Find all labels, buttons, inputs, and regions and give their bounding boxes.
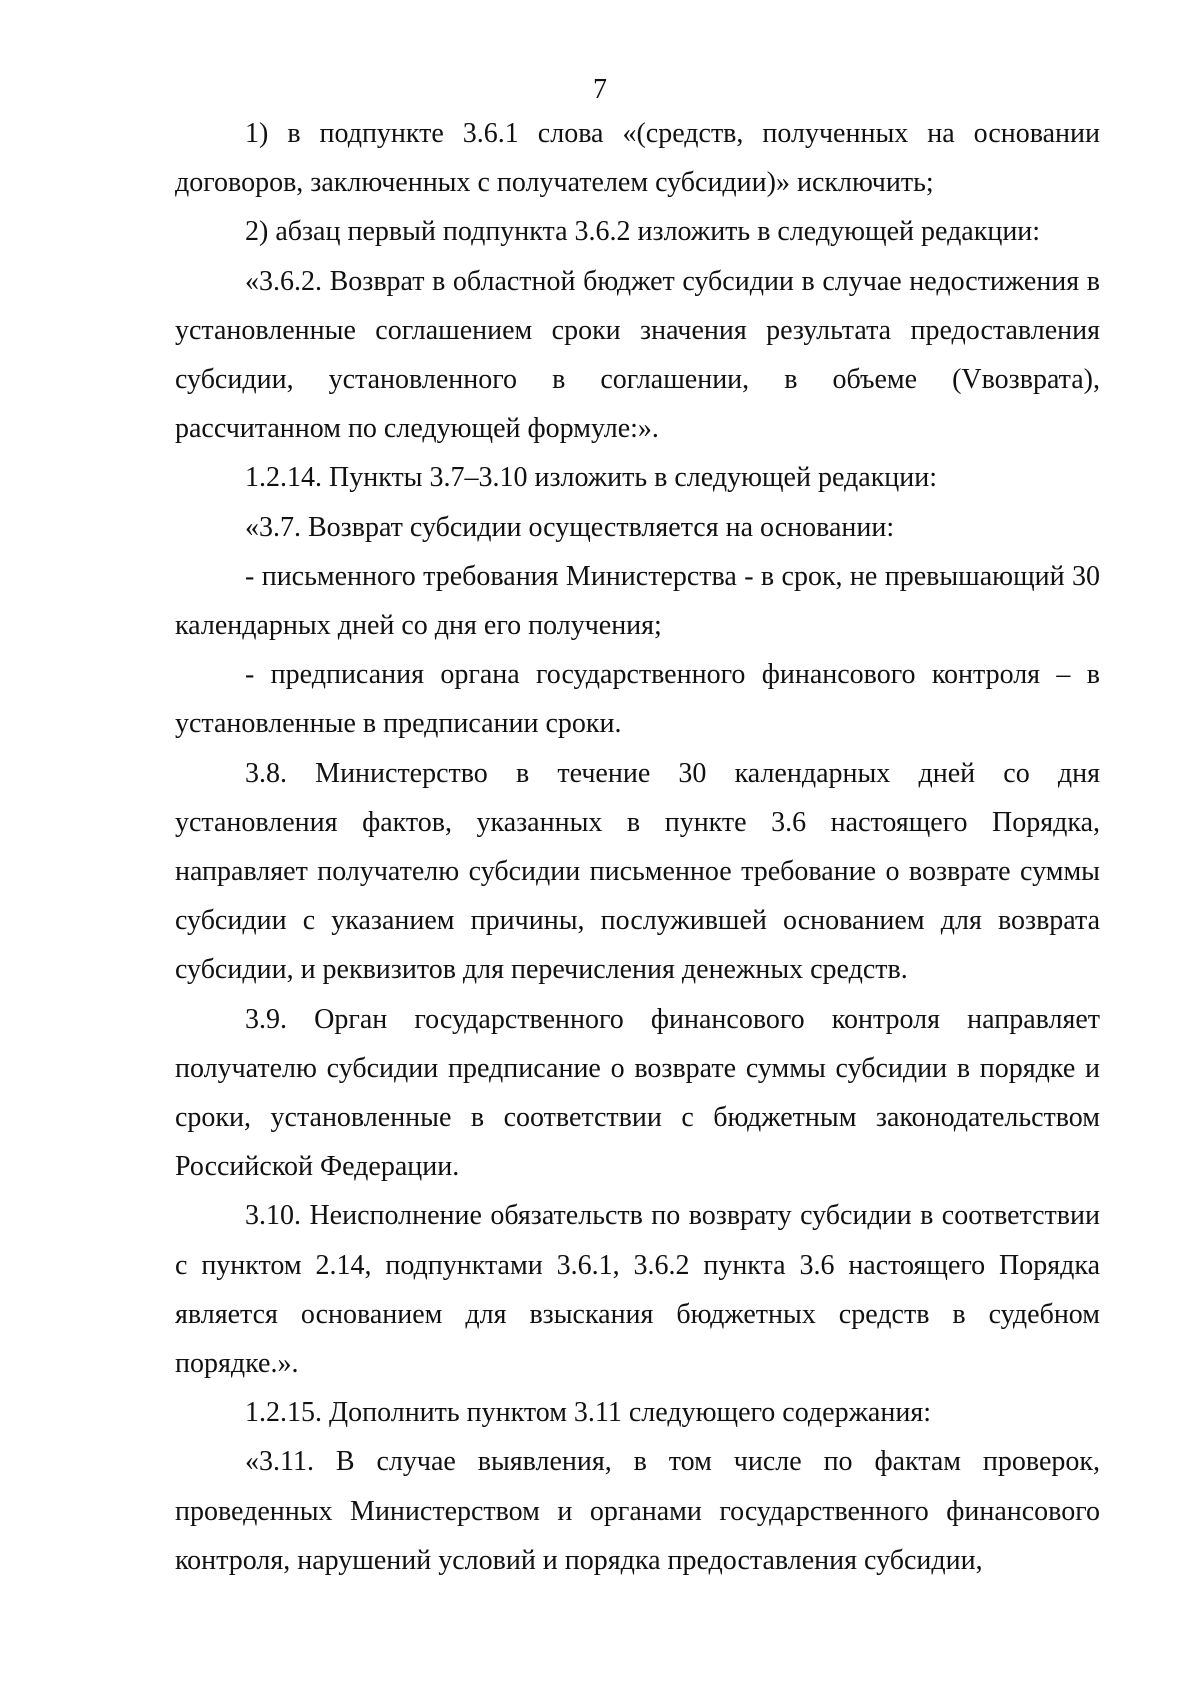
paragraph-subpoint-1: 1) в подпункте 3.6.1 слова «(средств, полученных на основании договоров, заключенных с получателем субсидии)» исключить; [175, 118, 1100, 199]
paragraph-3-9: 3.9. Орган государственного финансового контроля направляет получателю субсидии предписание о возврате суммы субсидии в порядке и сроки, установленные в соответствии с бюджетным законодательством Российской Федерации. [175, 1003, 1100, 1183]
page-number: 7 [593, 74, 607, 105]
document-body [175, 109, 1100, 1585]
paragraph-3-8: 3.8. Министерство в течение 30 календарных дней со дня установления фактов, указанных в пункте 3.6 настоящего Порядка, направляет получателю субсидии письменное требование о возврате суммы субсидии с указанием причины, послужившей основанием для возврата субсидии, и реквизитов для перечисления денежных средств. [175, 757, 1100, 986]
paragraph-3-7-item-1: - письменного требования Министерства - в срок, не превышающий 30 календарных дней со дня его получения; [175, 560, 1100, 642]
paragraph-1-2-15: 1.2.15. Дополнить пунктом 3.11 следующего содержания: [245, 1397, 931, 1429]
paragraph-3-7: «3.7. Возврат субсидии осуществляется на основании: [245, 511, 895, 543]
paragraph-3-11: «3.11. В случае выявления, в том числе по фактам проверок, проведенных Министерством и органами государственного финансового контроля, нарушений условий и порядка предоставления субсидии, [175, 1446, 1100, 1576]
paragraph-subpoint-2: 2) абзац первый подпункта 3.6.2 изложить в следующей редакции: [245, 216, 1041, 248]
paragraph-1-2-14: 1.2.14. Пункты 3.7–3.10 изложить в следующей редакции: [245, 462, 938, 494]
paragraph-3-7-item-2: - предписания органа государственного финансового контроля – в установленные в предписании сроки. [175, 659, 1100, 740]
paragraph-3-10: 3.10. Неисполнение обязательств по возврату субсидии в соответствии с пунктом 2.14, подпунктами 3.6.1, 3.6.2 пункта 3.6 настоящего Порядка является основанием для взыскания бюджетных средств в судебном порядке.». [175, 1200, 1100, 1380]
paragraph-3-6-2: «3.6.2. Возврат в областной бюджет субсидии в случае недостижения в установленные соглашением сроки значения результата предоставления субсидии, установленного в соглашении, в объеме (Vвозврата), рассчитанном по следующей формуле:». [175, 265, 1100, 445]
